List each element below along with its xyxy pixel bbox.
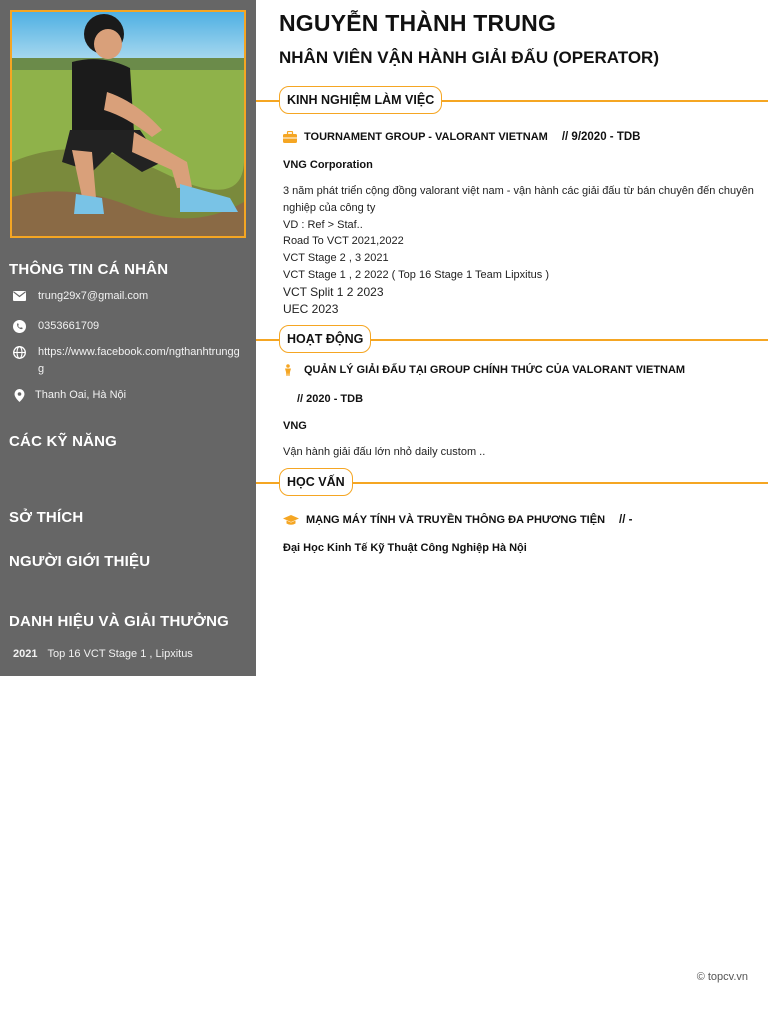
activity-role: QUẢN LÝ GIẢI ĐẤU TẠI GROUP CHÍNH THỨC CỦA VALORANT VIETNAM <box>304 364 686 376</box>
email-row <box>12 288 244 305</box>
graduation-cap-icon <box>283 514 299 526</box>
referees-heading: NGƯỜI GIỚI THIỆU <box>9 553 151 570</box>
location-pin-icon <box>12 388 26 402</box>
phone-icon <box>12 319 26 333</box>
experience-company: VNG Corporation <box>283 159 373 171</box>
education-heading: HỌC VẤN <box>279 468 353 496</box>
experience-item-header <box>283 131 640 143</box>
personal-info-heading: THÔNG TIN CÁ NHÂN <box>9 261 169 278</box>
education-major: MẠNG MÁY TÍNH VÀ TRUYỀN THÔNG ĐA PHƯƠNG TIỆN <box>306 514 606 526</box>
experience-position: TOURNAMENT GROUP - VALORANT VIETNAM <box>304 131 548 143</box>
mail-icon <box>12 289 26 303</box>
phone-row <box>12 318 244 335</box>
address-text: Thanh Oai, Hà Nội <box>35 389 127 401</box>
activities-heading: HOẠT ĐỘNG <box>279 325 371 353</box>
experience-line: Road To VCT 2021,2022 <box>283 235 404 248</box>
experience-line: VCT Stage 2 , 3 2021 <box>283 252 389 265</box>
address-row <box>12 387 244 404</box>
phone-text[interactable]: 0353661709 <box>38 320 100 332</box>
experience-heading: KINH NGHIỆM LÀM VIỆC <box>279 86 442 114</box>
facebook-row <box>12 344 244 378</box>
experience-line: UEC 2023 <box>283 301 339 316</box>
email-text[interactable]: trung29x7@gmail.com <box>38 290 149 302</box>
experience-line: 3 năm phát triển cộng đồng valorant việt nam - vận hành các giải đấu từ bán chuyên đến chuyên nghiệp của công ty <box>283 185 757 214</box>
activity-description: Vận hành giải đấu lớn nhỏ daily custom .. <box>283 446 486 458</box>
experience-line: VCT Split 1 2 2023 <box>283 284 384 299</box>
job-title: NHÂN VIÊN VẬN HÀNH GIẢI ĐẤU (OPERATOR) <box>279 48 659 67</box>
education-item-header <box>283 514 632 526</box>
profile-photo <box>10 10 246 238</box>
experience-date: // 9/2020 - TDB <box>561 131 641 143</box>
globe-icon <box>12 345 26 359</box>
activity-item-header <box>283 364 685 376</box>
candidate-name: NGUYỄN THÀNH TRUNG <box>279 10 557 36</box>
activity-org: VNG <box>283 420 307 432</box>
award-year: 2021 <box>13 648 38 660</box>
person-icon <box>283 364 297 376</box>
topcv-watermark: © topcv.vn <box>696 971 748 983</box>
briefcase-icon <box>283 131 297 143</box>
experience-description <box>283 183 760 317</box>
facebook-link[interactable]: https://www.facebook.com/ngthanhtrunggg <box>38 346 240 375</box>
education-school: Đại Học Kinh Tế Kỹ Thuật Công Nghiệp Hà Nội <box>283 542 527 554</box>
sidebar <box>0 0 256 676</box>
award-item <box>13 648 193 660</box>
education-date: // - <box>619 514 633 526</box>
skills-heading: CÁC KỸ NĂNG <box>9 433 118 450</box>
experience-line: VCT Stage 1 , 2 2022 ( Top 16 Stage 1 Team Lipxitus ) <box>283 268 549 281</box>
awards-heading: DANH HIỆU VÀ GIẢI THƯỞNG <box>9 613 230 630</box>
experience-line: VD : Ref > Staf.. <box>283 218 363 231</box>
activity-date: // 2020 - TDB <box>297 393 364 405</box>
hobbies-heading: SỞ THÍCH <box>9 509 84 526</box>
award-text: Top 16 VCT Stage 1 , Lipxitus <box>47 648 193 660</box>
